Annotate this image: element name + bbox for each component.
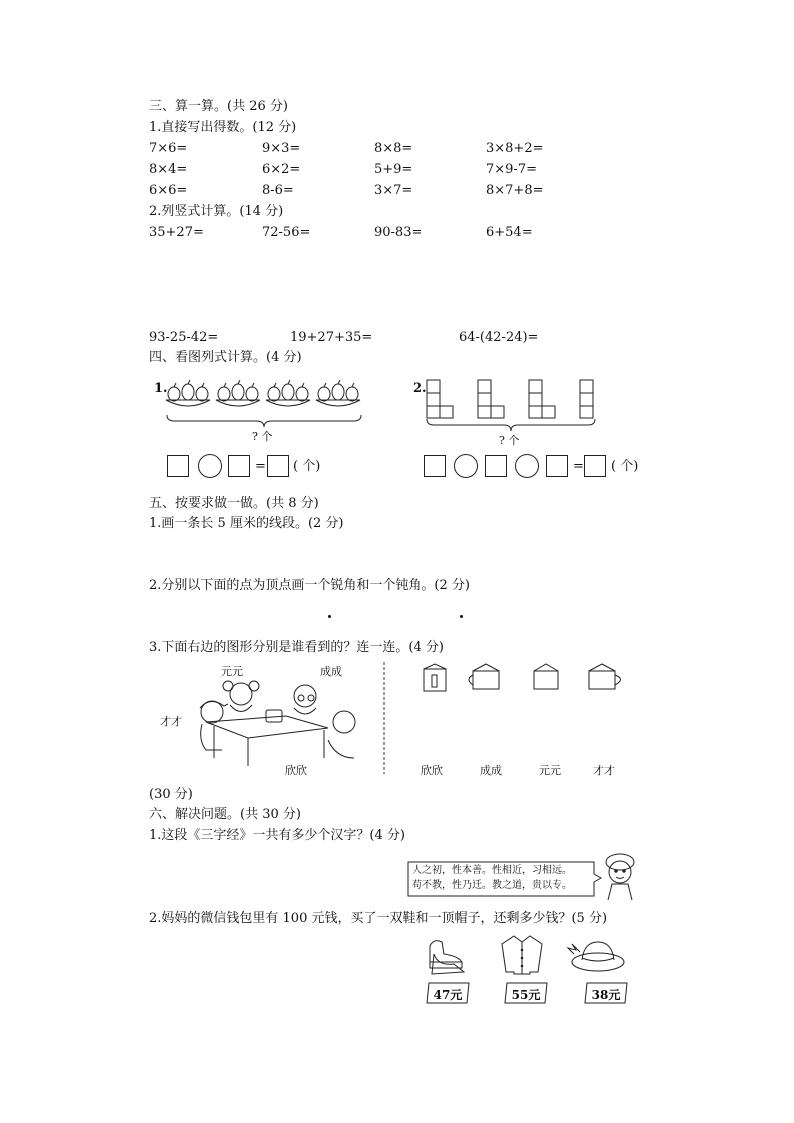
section-4-title: 四、看图列式计算。(4 分) (149, 350, 302, 365)
pears-illustration (164, 378, 364, 412)
cup-view-4[interactable] (586, 663, 628, 693)
answer-box[interactable] (584, 455, 606, 477)
vertex-dot (460, 615, 463, 618)
equals-sign: = (255, 459, 266, 474)
price-shoes: 47元 (433, 988, 463, 1002)
calc-item: 8×4= (149, 162, 188, 177)
poem-line-1: 人之初，性本善。性相近，习相远。 (412, 865, 572, 876)
calc-item: 3×7= (374, 183, 413, 198)
blocks-illustration (426, 378, 596, 418)
shirt-icon (500, 934, 544, 976)
question-1-title: 1.直接写出得数。(12 分) (149, 120, 297, 135)
calc-item: 7×6= (149, 141, 188, 156)
answer-box[interactable] (267, 455, 289, 477)
calc-item: 8×8= (374, 141, 413, 156)
divider-line (383, 662, 385, 774)
vertical-calc-item: 64-(42-24)= (459, 330, 539, 345)
bottom-name-caicai: 才才 (593, 764, 615, 777)
child-avatar (600, 852, 640, 902)
question-6-1: 1.这段《三字经》一共有多少个汉字？(4 分) (149, 828, 405, 843)
section-6-title: 六、解决问题。(共 30 分) (149, 807, 301, 822)
answer-box[interactable] (485, 455, 507, 477)
calc-item: 6×2= (262, 162, 301, 177)
calc-item: 5+9= (374, 162, 413, 177)
section-5-title: 五、按要求做一做。(共 8 分) (149, 496, 319, 511)
poem-line-2: 苟不教，性乃迁。教之道，贵以专。 (412, 880, 572, 891)
shoes-icon (424, 936, 468, 976)
question-2-title: 2.列竖式计算。(14 分) (149, 204, 284, 219)
calc-item: 3×8+2= (486, 141, 544, 156)
question-6-2: 2.妈妈的微信钱包里有 100 元钱，买了一双鞋和一顶帽子，还剩多少钱？(5 分) (149, 911, 608, 926)
answer-box[interactable] (228, 455, 250, 477)
operator-circle[interactable] (198, 454, 222, 478)
vertex-dot (328, 615, 331, 618)
vertical-calc-item: 19+27+35= (290, 330, 373, 345)
vertical-calc-item: 6+54= (486, 225, 533, 240)
calc-item: 6×6= (149, 183, 188, 198)
brace-1 (166, 414, 362, 428)
calc-item: 9×3= (262, 141, 301, 156)
question-count-2: ? 个 (499, 434, 520, 447)
question-5-1: 1.画一条长 5 厘米的线段。(2 分) (149, 516, 344, 531)
score-note: (30 分) (149, 787, 193, 802)
problem-1-label: 1. (154, 381, 168, 396)
vertical-calc-item: 72-56= (262, 225, 311, 240)
calc-item: 8×7+8= (486, 183, 544, 198)
cup-view-1[interactable] (421, 663, 449, 693)
hat-icon (566, 936, 626, 976)
vertical-calc-item: 93-25-42= (149, 330, 219, 345)
answer-box[interactable] (424, 455, 446, 477)
operator-circle[interactable] (515, 454, 539, 478)
answer-box[interactable] (546, 455, 568, 477)
vertical-calc-item: 90-83= (374, 225, 423, 240)
cup-view-2[interactable] (468, 663, 510, 693)
scene-name-chengcheng: 成成 (320, 665, 342, 678)
problem-2-label: 2. (413, 381, 427, 396)
scene-name-caicai: 才才 (160, 715, 182, 728)
children-table-scene (178, 678, 358, 770)
bottom-name-chengcheng: 成成 (480, 764, 502, 777)
equals-sign: = (573, 459, 584, 474)
vertical-calc-item: 35+27= (149, 225, 204, 240)
price-shirt: 55元 (511, 988, 541, 1002)
price-hat: 38元 (591, 988, 621, 1002)
unit-label: ( 个) (611, 459, 639, 474)
scene-name-xinxin: 欣欣 (285, 764, 307, 777)
bottom-name-yuanyuan: 元元 (539, 764, 561, 777)
unit-label: ( 个) (293, 459, 321, 474)
operator-circle[interactable] (454, 454, 478, 478)
answer-box[interactable] (167, 455, 189, 477)
question-5-2: 2.分别以下面的点为顶点画一个锐角和一个钝角。(2 分) (149, 578, 470, 593)
brace-2 (426, 418, 596, 432)
cup-view-3[interactable] (531, 663, 561, 693)
question-5-3: 3.下面右边的图形分别是谁看到的？连一连。(4 分) (149, 640, 444, 655)
bottom-name-xinxin: 欣欣 (421, 764, 443, 777)
section-3-title: 三、算一算。(共 26 分) (149, 99, 288, 114)
calc-item: 8-6= (262, 183, 294, 198)
calc-item: 7×9-7= (486, 162, 537, 177)
question-count-1: ? 个 (252, 430, 273, 443)
scene-name-yuanyuan: 元元 (221, 665, 243, 678)
